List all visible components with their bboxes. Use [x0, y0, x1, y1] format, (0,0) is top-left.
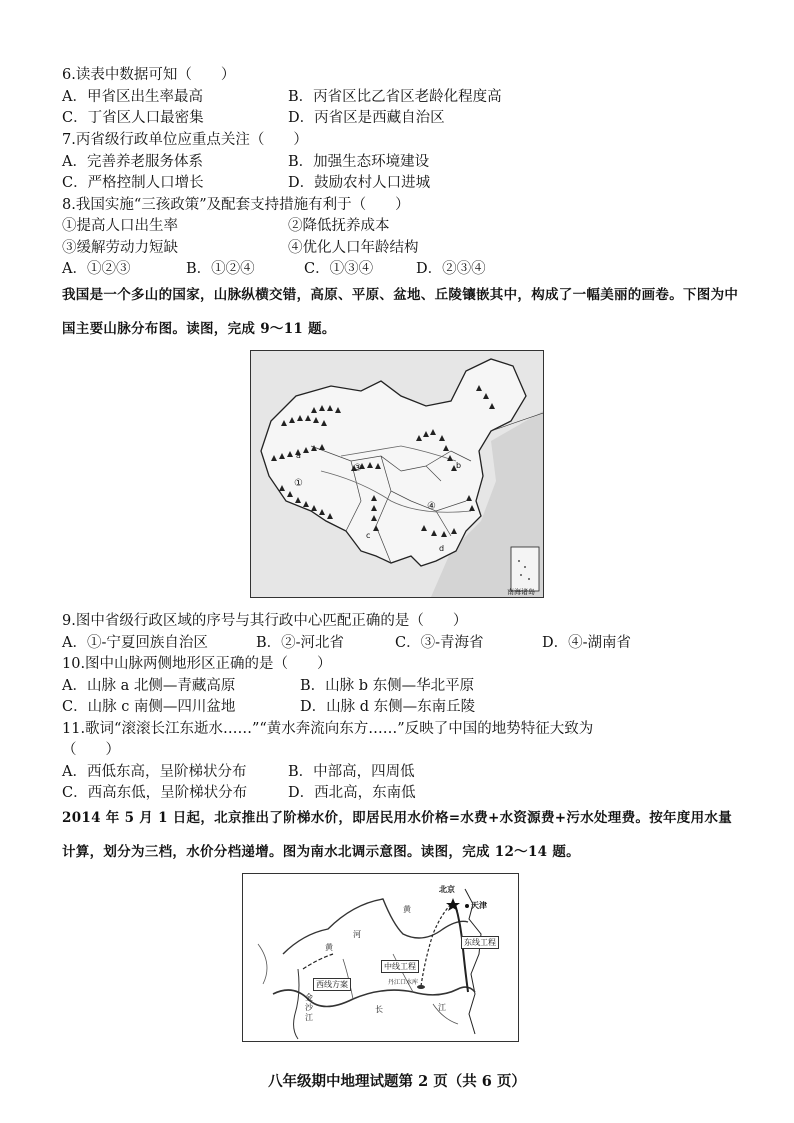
q11-option-c: C．西高东低，呈阶梯状分布: [62, 785, 248, 801]
q9-option-c: C．③-青海省: [395, 635, 484, 651]
q11-blank: （ ）: [62, 742, 120, 758]
q7-option-a: A．完善养老服务体系: [62, 154, 203, 170]
q8-option-b: B．①②④: [186, 261, 255, 277]
label-beijing: 北京: [439, 885, 455, 894]
q8-statement-4: ④优化人口年龄结构: [288, 240, 419, 256]
map-label-region-4: ④: [427, 501, 436, 512]
q8-option-a: A．①②③: [62, 261, 131, 277]
label-jiang-jinsha: 江: [305, 1013, 313, 1022]
water-diversion-map: [242, 873, 519, 1042]
label-sha: 沙: [305, 1003, 313, 1012]
label-tianjin: 天津: [471, 901, 487, 910]
label-huang-1: 黄: [403, 905, 411, 914]
q11-stem: 11.歌词“滚滚长江东逝水……”“黄水奔流向东方……”反映了中国的地势特征大致为: [62, 721, 594, 737]
q8-statement-1: ①提高人口出生率: [62, 218, 178, 234]
map-label-mountain-d: d: [439, 544, 445, 553]
q6-stem: 6.读表中数据可知（ ）: [62, 67, 236, 83]
label-jin: 金: [305, 993, 313, 1002]
label-west-route: 西线方案: [313, 978, 351, 991]
label-east-route: 东线工程: [461, 936, 499, 949]
q8-option-c: C．①③④: [304, 261, 374, 277]
q10-option-a: A．山脉 a 北侧—青藏高原: [62, 678, 236, 694]
intro-water-pricing: 2014 年 5 月 1 日起，北京推出了阶梯水价，即居民用水价格=水费+水资源费+污水处理费。按年度用水量计算，划分为三档，水价分档递增。图为南水北调示意图。读图，完成 12～14 题。: [62, 810, 732, 860]
q6-option-d: D．丙省区是西藏自治区: [288, 110, 445, 126]
q10-option-d: D．山脉 d 东侧—东南丘陵: [300, 699, 476, 715]
label-huang-2: 黄: [325, 943, 333, 952]
label-danjiangkou-reservoir: 丹江口水库: [388, 979, 419, 986]
label-middle-route: 中线工程: [381, 960, 419, 973]
q6-option-c: C．丁省区人口最密集: [62, 110, 204, 126]
q8-statement-3: ③缓解劳动力短缺: [62, 240, 178, 256]
q10-stem: 10.图中山脉两侧地形区正确的是（ ）: [62, 656, 332, 672]
map-label-mountain-b: b: [456, 461, 462, 470]
q9-option-d: D．④-湖南省: [542, 635, 632, 651]
q11-option-a: A．西低东高，呈阶梯状分布: [62, 764, 247, 780]
q10-option-b: B．山脉 b 东侧—华北平原: [300, 678, 475, 694]
q6-option-b: B．丙省区比乙省区老龄化程度高: [288, 89, 502, 105]
q9-stem: 9.图中省级行政区域的序号与其行政中心匹配正确的是（ ）: [62, 613, 468, 629]
q8-option-d: D．②③④: [416, 261, 486, 277]
q7-option-b: B．加强生态环境建设: [288, 154, 430, 170]
map-label-south-china-sea-islands: 南海诸岛: [507, 588, 535, 596]
q9-option-b: B．②-河北省: [256, 635, 345, 651]
q7-option-c: C．严格控制人口增长: [62, 175, 204, 191]
q11-option-d: D．西北高，东南低: [288, 785, 416, 801]
china-map-graphic: [251, 351, 543, 597]
label-he: 河: [353, 930, 361, 939]
china-mountains-map: [250, 350, 544, 598]
map-label-mountain-c: c: [366, 531, 371, 540]
intro-mountains: 我国是一个多山的国家，山脉纵横交错，高原、平原、盆地、丘陵镶嵌其中，构成了一幅美丽的画卷。下图为中国主要山脉分布图。读图，完成 9～11 题。: [62, 287, 739, 337]
q7-option-d: D．鼓励农村人口进城: [288, 175, 431, 191]
page-footer: 八年级期中地理试题第 2 页（共 6 页）: [268, 1073, 526, 1090]
q7-stem: 7.丙省级行政单位应重点关注（ ）: [62, 132, 308, 148]
map-label-mountain-a: a: [296, 451, 301, 460]
q10-option-c: C．山脉 c 南侧—四川盆地: [62, 699, 236, 715]
map-label-region-3: ③: [353, 463, 362, 474]
label-chang: 长: [375, 1005, 383, 1014]
q8-statement-2: ②降低抚养成本: [288, 218, 390, 234]
label-jiang: 江: [438, 1003, 446, 1012]
map-label-region-1: ①: [294, 478, 303, 489]
q6-option-a: A．甲省区出生率最高: [62, 89, 203, 105]
q8-stem: 8.我国实施“三孩政策”及配套支持措施有利于（ ）: [62, 197, 410, 213]
q11-option-b: B．中部高，四周低: [288, 764, 415, 780]
q9-option-a: A．①-宁夏回族自治区: [62, 635, 208, 651]
